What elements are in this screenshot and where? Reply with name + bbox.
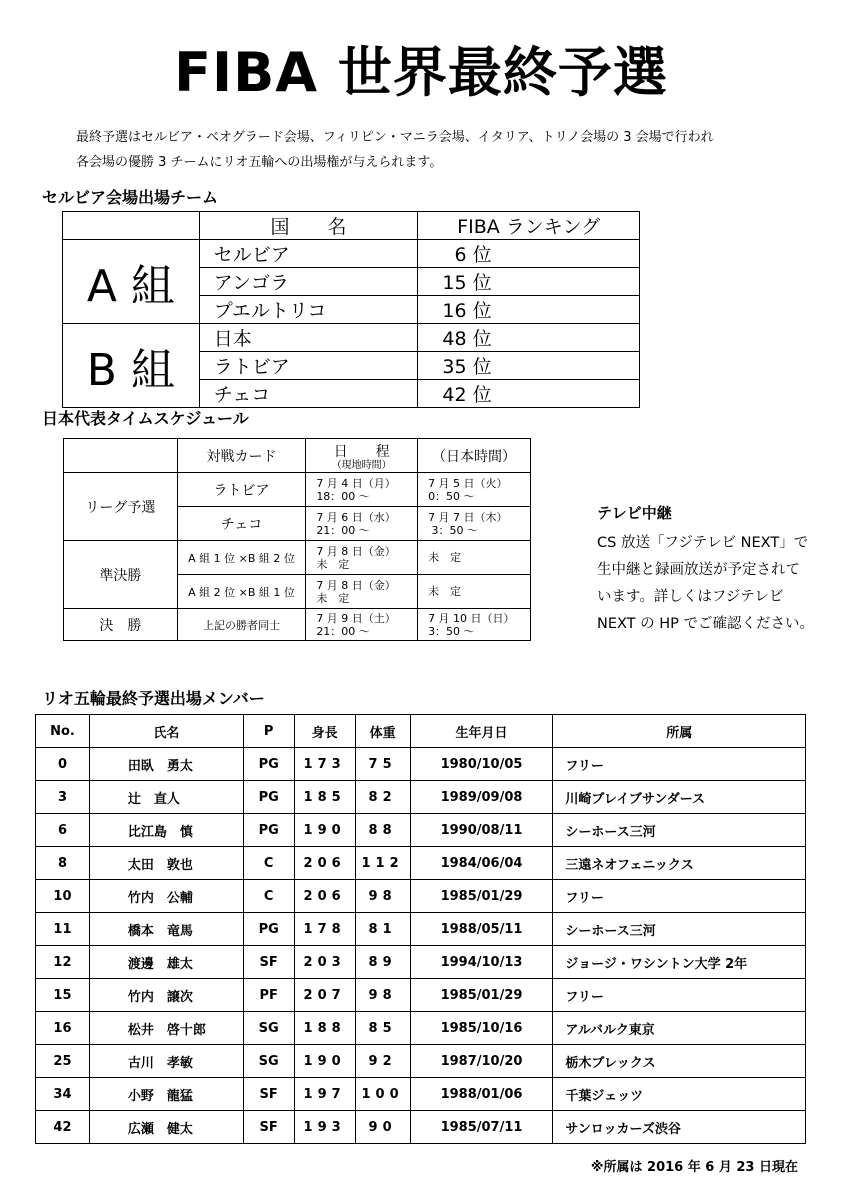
team-rank: 42 位 bbox=[418, 380, 640, 408]
table-row bbox=[36, 1012, 806, 1045]
table-row bbox=[36, 781, 806, 814]
player-position: C bbox=[243, 847, 294, 880]
player-team: フリー bbox=[553, 748, 806, 781]
match-card: 上記の勝者同士 bbox=[177, 609, 306, 641]
team-name: チェコ bbox=[199, 380, 418, 408]
player-weight: 98 bbox=[355, 880, 410, 913]
player-team: フリー bbox=[553, 880, 806, 913]
player-weight: 98 bbox=[355, 979, 410, 1012]
team-rank: 15 位 bbox=[418, 268, 640, 296]
page-title: FIBA 世界最終予選 bbox=[174, 41, 668, 104]
player-number: 42 bbox=[36, 1111, 90, 1144]
table-row bbox=[36, 1078, 806, 1111]
player-weight: 75 bbox=[355, 748, 410, 781]
player-number: 10 bbox=[36, 880, 90, 913]
stage-label: 決 勝 bbox=[64, 609, 178, 641]
player-position: SF bbox=[243, 1078, 294, 1111]
ranking-header: FIBA ランキング bbox=[418, 212, 640, 240]
col-header: P bbox=[243, 715, 294, 748]
col-header: 所属 bbox=[553, 715, 806, 748]
col-header: 氏名 bbox=[89, 715, 243, 748]
team-name: アンゴラ bbox=[199, 268, 418, 296]
stage-label: 準決勝 bbox=[64, 541, 178, 609]
match-card: チェコ bbox=[177, 507, 306, 541]
player-weight: 100 bbox=[355, 1078, 410, 1111]
player-name: 古川 孝敏 bbox=[89, 1045, 243, 1078]
group-b-label: B 組 bbox=[63, 324, 200, 408]
team-name: 日本 bbox=[199, 324, 418, 352]
members-heading: リオ五輪最終予選出場メンバー bbox=[42, 689, 265, 708]
player-number: 16 bbox=[36, 1012, 90, 1045]
tv-body: CS 放送「フジテレビ NEXT」で 生中継と録画放送が予定されて います。詳しくはフジテレビ NEXT の HP でご確認ください。 bbox=[597, 535, 815, 632]
col-header: 体重 bbox=[355, 715, 410, 748]
player-team: 千葉ジェッツ bbox=[553, 1078, 806, 1111]
table-row bbox=[36, 1111, 806, 1144]
player-weight: 89 bbox=[355, 946, 410, 979]
player-birthdate: 1990/08/11 bbox=[410, 814, 553, 847]
player-number: 8 bbox=[36, 847, 90, 880]
player-name: 渡邊 雄太 bbox=[89, 946, 243, 979]
player-team: シーホース三河 bbox=[553, 913, 806, 946]
player-team: 川崎ブレイブサンダース bbox=[553, 781, 806, 814]
match-header: 対戦カード bbox=[177, 439, 306, 473]
player-number: 25 bbox=[36, 1045, 90, 1078]
player-height: 190 bbox=[294, 814, 355, 847]
country-header: 国 名 bbox=[199, 212, 418, 240]
player-birthdate: 1985/07/11 bbox=[410, 1111, 553, 1144]
team-rank: 16 位 bbox=[418, 296, 640, 324]
player-height: 173 bbox=[294, 748, 355, 781]
col-header: No. bbox=[36, 715, 90, 748]
player-number: 6 bbox=[36, 814, 90, 847]
team-rank: 48 位 bbox=[418, 324, 640, 352]
player-position: PG bbox=[243, 913, 294, 946]
team-name: ラトビア bbox=[199, 352, 418, 380]
members-table bbox=[35, 714, 806, 1144]
player-height: 206 bbox=[294, 880, 355, 913]
serbia-teams-table bbox=[62, 211, 640, 408]
local-time: 7 月 9 日（土） 21：00 〜 bbox=[306, 609, 418, 641]
player-position: SG bbox=[243, 1012, 294, 1045]
player-team: 三遠ネオフェニックス bbox=[553, 847, 806, 880]
jp-time-header: （日本時間） bbox=[418, 439, 531, 473]
group-a-label: A 組 bbox=[63, 240, 200, 324]
player-team: ジョージ・ワシントン大学 2年 bbox=[553, 946, 806, 979]
intro-line-2: 各会場の優勝 3 チームにリオ五輪への出場権が与えられます。 bbox=[76, 155, 443, 170]
table-row bbox=[36, 946, 806, 979]
player-team: フリー bbox=[553, 979, 806, 1012]
table-row bbox=[36, 748, 806, 781]
player-birthdate: 1985/10/16 bbox=[410, 1012, 553, 1045]
affiliation-note: ※所属は 2016 年 6 月 23 日現在 bbox=[590, 1160, 798, 1175]
team-name: プエルトリコ bbox=[199, 296, 418, 324]
player-position: SG bbox=[243, 1045, 294, 1078]
team-rank: 6 位 bbox=[418, 240, 640, 268]
player-weight: 112 bbox=[355, 847, 410, 880]
table-row bbox=[36, 1045, 806, 1078]
player-height: 188 bbox=[294, 1012, 355, 1045]
player-weight: 81 bbox=[355, 913, 410, 946]
player-team: 栃木ブレックス bbox=[553, 1045, 806, 1078]
player-height: 178 bbox=[294, 913, 355, 946]
jp-time: 未 定 bbox=[418, 575, 531, 609]
player-height: 193 bbox=[294, 1111, 355, 1144]
player-weight: 85 bbox=[355, 1012, 410, 1045]
jp-time: 7 月 10 日（日） 3：50 〜 bbox=[418, 609, 531, 641]
player-position: PF bbox=[243, 979, 294, 1012]
player-name: 太田 敦也 bbox=[89, 847, 243, 880]
serbia-heading: セルビア会場出場チーム bbox=[42, 188, 219, 207]
player-position: C bbox=[243, 880, 294, 913]
player-birthdate: 1985/01/29 bbox=[410, 979, 553, 1012]
player-height: 203 bbox=[294, 946, 355, 979]
col-header: 生年月日 bbox=[410, 715, 553, 748]
local-time: 7 月 4 日（月） 18：00 〜 bbox=[306, 473, 418, 507]
player-birthdate: 1984/06/04 bbox=[410, 847, 553, 880]
team-rank: 35 位 bbox=[418, 352, 640, 380]
player-name: 比江島 慎 bbox=[89, 814, 243, 847]
player-name: 竹内 公輔 bbox=[89, 880, 243, 913]
match-card: A 組 2 位 ×B 組 1 位 bbox=[177, 575, 306, 609]
player-number: 11 bbox=[36, 913, 90, 946]
player-name: 竹内 譲次 bbox=[89, 979, 243, 1012]
player-height: 185 bbox=[294, 781, 355, 814]
player-birthdate: 1980/10/05 bbox=[410, 748, 553, 781]
jp-time: 未 定 bbox=[418, 541, 531, 575]
player-name: 松井 啓十郎 bbox=[89, 1012, 243, 1045]
player-birthdate: 1987/10/20 bbox=[410, 1045, 553, 1078]
table-row bbox=[36, 979, 806, 1012]
table-row bbox=[36, 814, 806, 847]
player-weight: 82 bbox=[355, 781, 410, 814]
date-header: 日 程 （現地時間） bbox=[306, 439, 418, 473]
player-position: PG bbox=[243, 781, 294, 814]
tv-heading: テレビ中継 bbox=[597, 504, 672, 522]
table-row bbox=[36, 913, 806, 946]
player-weight: 88 bbox=[355, 814, 410, 847]
local-time: 7 月 6 日（水） 21：00 〜 bbox=[306, 507, 418, 541]
jp-time: 7 月 7 日（木） 3：50 〜 bbox=[418, 507, 531, 541]
player-position: SF bbox=[243, 1111, 294, 1144]
player-height: 197 bbox=[294, 1078, 355, 1111]
local-time: 7 月 8 日（金） 未 定 bbox=[306, 575, 418, 609]
player-name: 小野 龍猛 bbox=[89, 1078, 243, 1111]
match-card: A 組 1 位 ×B 組 2 位 bbox=[177, 541, 306, 575]
player-height: 190 bbox=[294, 1045, 355, 1078]
player-position: PG bbox=[243, 814, 294, 847]
jp-time: 7 月 5 日（火） 0：50 〜 bbox=[418, 473, 531, 507]
player-birthdate: 1985/01/29 bbox=[410, 880, 553, 913]
player-position: PG bbox=[243, 748, 294, 781]
team-name: セルビア bbox=[199, 240, 418, 268]
player-team: シーホース三河 bbox=[553, 814, 806, 847]
intro-line-1: 最終予選はセルビア・ベオグラード会場、フィリピン・マニラ会場、イタリア、トリノ会場の 3 会場で行われ bbox=[76, 130, 714, 145]
schedule-heading: 日本代表タイムスケジュール bbox=[42, 409, 249, 428]
player-number: 15 bbox=[36, 979, 90, 1012]
player-birthdate: 1988/05/11 bbox=[410, 913, 553, 946]
player-name: 辻 直人 bbox=[89, 781, 243, 814]
local-time: 7 月 8 日（金） 未 定 bbox=[306, 541, 418, 575]
player-number: 3 bbox=[36, 781, 90, 814]
table-row bbox=[36, 880, 806, 913]
player-birthdate: 1994/10/13 bbox=[410, 946, 553, 979]
player-height: 207 bbox=[294, 979, 355, 1012]
player-number: 0 bbox=[36, 748, 90, 781]
match-card: ラトビア bbox=[177, 473, 306, 507]
schedule-table bbox=[63, 438, 531, 641]
player-number: 34 bbox=[36, 1078, 90, 1111]
player-weight: 92 bbox=[355, 1045, 410, 1078]
player-name: 広瀬 健太 bbox=[89, 1111, 243, 1144]
member-rows bbox=[36, 748, 806, 1144]
player-name: 橋本 竜馬 bbox=[89, 913, 243, 946]
player-height: 206 bbox=[294, 847, 355, 880]
player-birthdate: 1989/09/08 bbox=[410, 781, 553, 814]
player-name: 田臥 勇太 bbox=[89, 748, 243, 781]
player-team: アルバルク東京 bbox=[553, 1012, 806, 1045]
table-row bbox=[36, 847, 806, 880]
player-team: サンロッカーズ渋谷 bbox=[553, 1111, 806, 1144]
player-weight: 90 bbox=[355, 1111, 410, 1144]
col-header: 身長 bbox=[294, 715, 355, 748]
stage-label: リーグ予選 bbox=[64, 473, 178, 541]
player-birthdate: 1988/01/06 bbox=[410, 1078, 553, 1111]
player-number: 12 bbox=[36, 946, 90, 979]
player-position: SF bbox=[243, 946, 294, 979]
